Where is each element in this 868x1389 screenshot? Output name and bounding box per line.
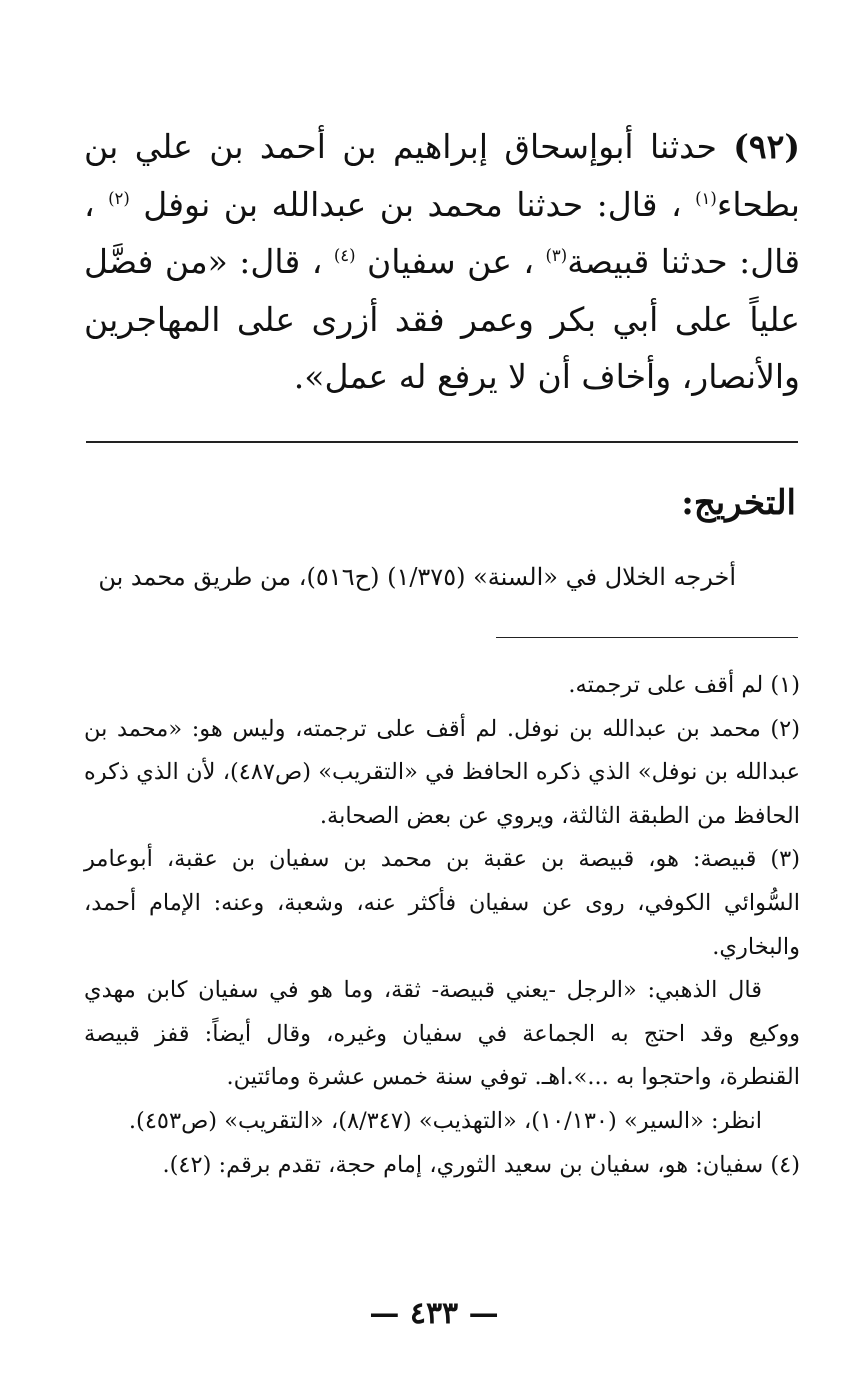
page-number: — ٤٣٣ — — [369, 1296, 499, 1331]
footnote-4: (٤) سفيان: هو، سفيان بن سعيد الثوري، إمام حجة، تقدم برقم: (٤٢). — [162, 1151, 800, 1178]
hadith-text-part: ، قال: حدثنا محمد بن عبدالله بن نوفل — [129, 184, 696, 224]
footnote-ref-1: (١) — [695, 188, 717, 208]
hadith-text-part: ، قال: حدثنا قبيصة — [84, 184, 801, 281]
footnote-3-refs: انظر: «السير» (١٠/١٣٠)، «التهذيب» (٨/٣٤٧)، «التقريب» (ص٤٥٣). — [128, 1107, 762, 1134]
footnote-2: (٢) محمد بن عبدالله بن نوفل. لم أقف على ترجمته، وليس هو: «محمد بن عبدالله بن نوفل» الذي ذكره الحافظ في «التقريب» (ص٤٨٧)، لأن الذي ذكره الحافظ من الطبقة الثالثة، ويروي عن بعض الصحابة. — [84, 715, 800, 829]
hadith-text-part: حدثنا أبوإسحاق إبراهيم بن أحمد بن علي بن بطحاء — [84, 127, 800, 224]
footnote-divider — [496, 637, 798, 638]
footnote-3: (٣) قبيصة: هو، قبيصة بن عقبة بن محمد بن سفيان بن عقبة، أبوعامر السُّوائي الكوفي، روى عن سفيان فأكثر عنه، وشعبة، وعنه: الإمام أحمد، والبخاري. — [84, 846, 800, 960]
takhrij-text: أخرجه الخلال في «السنة» (١/٣٧٥) (ح٥١٦)، من طريق محمد بن — [98, 563, 736, 591]
footnotes — [84, 664, 800, 1187]
section-heading: التخريج: — [681, 483, 796, 523]
footnote-ref-4: (٤) — [333, 246, 356, 265]
hadith-text-part: ، عن سفيان — [355, 242, 546, 281]
footnote-ref-3: (٣) — [545, 246, 568, 265]
hadith-number: (٩٢) — [733, 127, 800, 166]
footnote-ref-2: (٢) — [108, 188, 130, 208]
hadith-text-part: ، قال: «من فضَّل علياً على أبي بكر وعمر فقد أزرى على المهاجرين والأنصار، وأخاف أن لا يرفع له عمل». — [84, 242, 800, 396]
hadith-text — [84, 118, 800, 406]
footnote-3-quote: قال الذهبي: «الرجل -يعني قبيصة- ثقة، وما هو في سفيان كابن مهدي ووكيع وقد احتج به الجماعة في سفيان وغيره، وقال أيضاً: قفز قبيصة القنطرة، واحتجوا به ...».اهـ. توفي سنة خمس عشرة ومائتين. — [84, 977, 800, 1091]
section-divider — [86, 441, 798, 443]
footnote-1: (١) لم أقف على ترجمته. — [568, 672, 800, 698]
